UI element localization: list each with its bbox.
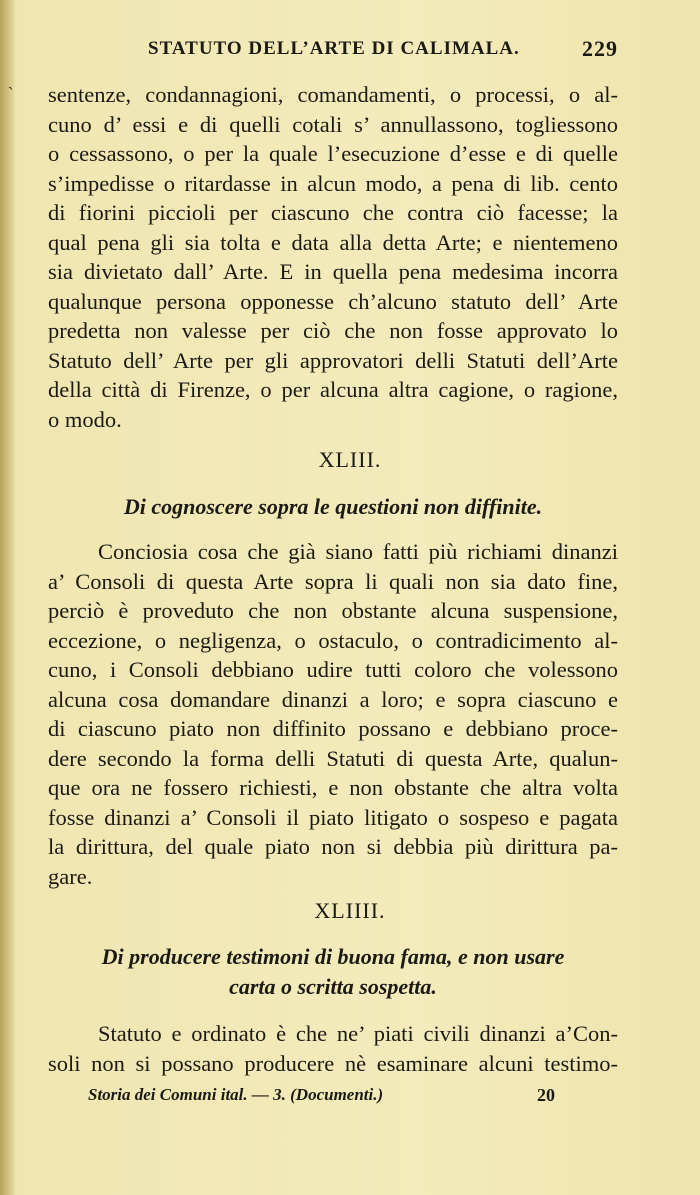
text-line: eccezione, o negligenza, o ostaculo, o contradicimento al- bbox=[48, 627, 618, 653]
text-line: cuno d’ essi e di quelli cotali s’ annullassono, togliessono bbox=[48, 111, 618, 137]
margin-mark: ` bbox=[8, 85, 14, 102]
section-numeral: XLIII. bbox=[318, 447, 382, 472]
paragraph-section-xliiii bbox=[48, 1019, 618, 1078]
rubric-line: carta o scritta sospetta. bbox=[229, 974, 437, 999]
paragraph-section-xliii bbox=[48, 537, 618, 891]
text-line: s’impedisse o ritardasse in alcun modo, a pena di lib. cento bbox=[48, 170, 618, 196]
text-line: a’ Consoli di questa Arte sopra li quali non sia dato fine, bbox=[48, 568, 618, 594]
text-line: cuno, i Consoli debbiano udire tutti coloro che volessono bbox=[48, 657, 618, 682]
section-rubric bbox=[48, 942, 618, 1002]
text-line: perciò è proveduto che non obstante alcuna suspensione, bbox=[48, 598, 618, 623]
text-line: alcuna cosa domandare dinanzi a loro; e sopra ciascuno e bbox=[48, 686, 618, 712]
page-spine-shadow bbox=[0, 0, 14, 1195]
text-line: gare. bbox=[48, 863, 93, 889]
text-line: qual pena gli sia tolta e data alla detta Arte; e nientemeno bbox=[48, 229, 618, 255]
text-line: predetta non valesse per ciò che non fosse approvato lo bbox=[48, 318, 618, 343]
footer-citation: Storia dei Comuni ital. — 3. (Documenti.) bbox=[88, 1085, 384, 1104]
text-line: sia divietato dall’ Arte. E in quella pena medesima incorra bbox=[48, 259, 618, 284]
text-line: qualunque persona opponesse ch’alcuno statuto dell’ Arte bbox=[48, 288, 618, 314]
text-line: soli non si possano producere nè esaminare alcuni testimo- bbox=[48, 1050, 618, 1076]
section-rubric: Di cognoscere sopra le questioni non diffinite. bbox=[123, 494, 543, 519]
paragraph-continued bbox=[48, 80, 618, 434]
text-line: Statuto e ordinato è che ne’ piati civili dinanzi a’Con- bbox=[98, 1021, 618, 1046]
rubric-line: Di producere testimoni di buona fama, e non usare bbox=[101, 944, 565, 969]
text-line: della città di Firenze, o per alcuna altra cagione, o ragione, bbox=[48, 377, 618, 402]
text-line: dere secondo la forma delli Statuti di questa Arte, qualun- bbox=[48, 745, 618, 771]
section-numeral: XLIIII. bbox=[314, 898, 386, 923]
page-number: 229 bbox=[582, 36, 618, 61]
running-title: STATUTO DELL’ARTE DI CALIMALA. bbox=[148, 38, 520, 59]
text-line: o cessassono, o per la quale l’esecuzione d’esse e di quelle bbox=[48, 141, 618, 166]
text-line: que ora ne fossero richiesti, e non obstante che altra volta bbox=[48, 775, 618, 800]
text-line: la dirittura, del quale piato non si debbia più dirittura pa- bbox=[48, 834, 618, 859]
running-header bbox=[48, 38, 618, 68]
text-line: di ciascuno piato non diffinito possano e debbiano proce- bbox=[48, 716, 618, 741]
text-line: Conciosia cosa che già siano fatti più richiami dinanzi bbox=[98, 539, 618, 564]
text-line: di fiorini piccioli per ciascuno che contra ciò facesse; la bbox=[48, 200, 618, 225]
signature-mark: 20 bbox=[537, 1085, 555, 1105]
text-line: sentenze, condannagioni, comandamenti, o processi, o al- bbox=[48, 82, 618, 107]
text-line: o modo. bbox=[48, 406, 122, 432]
text-line: fosse dinanzi a’ Consoli il piato litigato o sospeso e pagata bbox=[48, 804, 618, 830]
text-line: Statuto dell’ Arte per gli approvatori delli Statuti dell’Arte bbox=[48, 347, 618, 373]
